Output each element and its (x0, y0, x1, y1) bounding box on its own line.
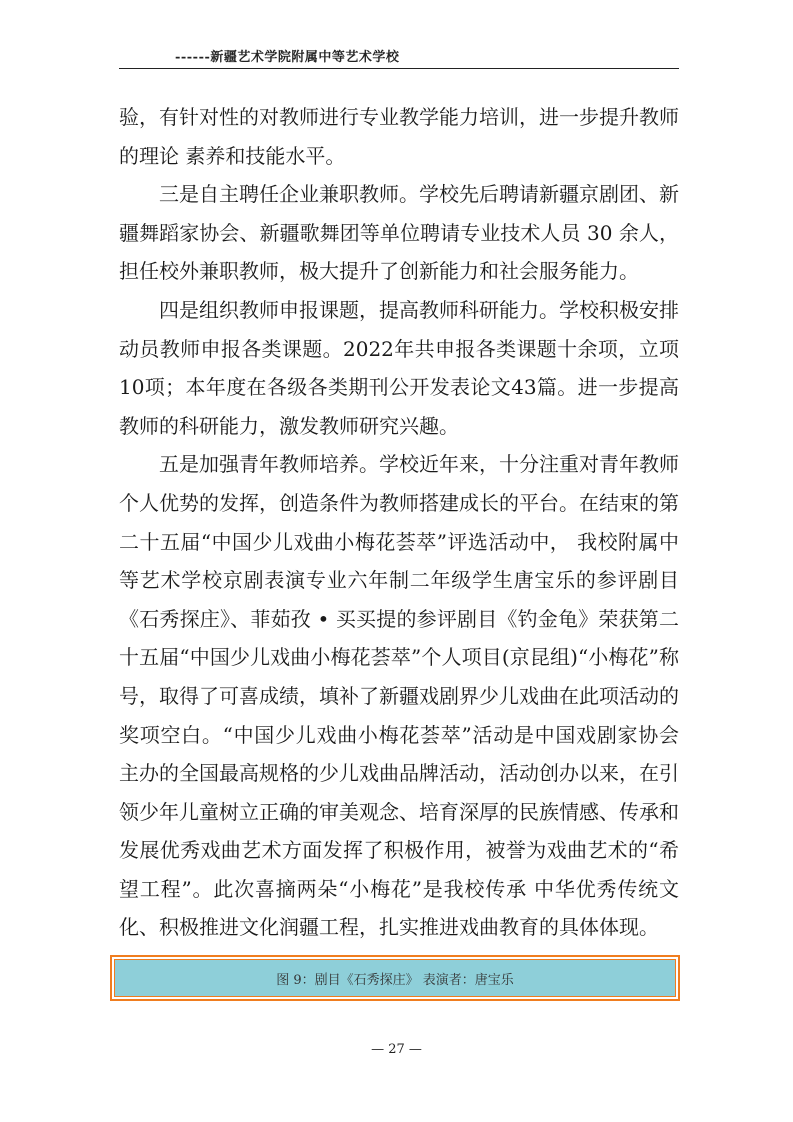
paragraph-young-teachers: 五是加强青年教师培养。学校近年来，十分注重对青年教师个人优势的发挥，创造条件为教师搭建成长的平台。在结束的第二十五届“中国少儿戏曲小梅花荟萃”评选活动中， 我校附属中等艺术学校京剧表演专业六年制二年级学生唐宝乐的参评剧目《石秀探庄》、菲茹孜 • 买买提的参评剧目《钓金龟》荣获第二十五届“中国少儿戏曲小梅花荟萃”个人项目(京昆组)“小梅花”称号，取得了可喜成绩，填补了新疆戏剧界少儿戏曲在此项活动的奖项空白。“中国少儿戏曲小梅花荟萃”活动是中国戏剧家协会主办的全国最高规格的少儿戏曲品牌活动，活动创办以来，在引领少年儿童树立正确的审美观念、培育深厚的民族情感、传承和发展优秀戏曲艺术方面发挥了积极作用，被誉为戏曲艺术的“希望工程”。此次喜摘两朵“小梅花”是我校传承 中华优秀传统文化、积极推进文化润疆工程，扎实推进戏曲教育的具体体现。 (119, 452, 679, 940)
figure-caption: 图 9：剧目《石秀探庄》 表演者：唐宝乐 (276, 972, 514, 988)
page-header (119, 40, 679, 69)
paragraph-research-projects: 四是组织教师申报课题，提高教师科研能力。学校积极安排动员教师申报各类课题。2022年共申报各类课题十余项，立项10项；本年度在各级各类期刊公开发表论文43篇。进一步提高 教师的科研能力，激发教师研究兴趣。 (119, 297, 679, 438)
header-title: ------新疆艺术学院附属中等艺术学校 (175, 50, 400, 65)
document-body (119, 98, 679, 947)
paragraph-part-time-teachers: 三是自主聘任企业兼职教师。学校先后聘请新疆京剧团、新疆舞蹈家协会、新疆歌舞团等单位聘请专业技术人员 30 余人， 担任校外兼职教师，极大提升了创新能力和社会服务能力。 (119, 182, 679, 284)
paragraph-continuation: 验，有针对性的对教师进行专业教学能力培训，进一步提升教师的理论 素养和技能水平。 (119, 105, 679, 168)
figure-caption-box (110, 955, 680, 1001)
page-number: — 27 — (371, 1042, 422, 1057)
